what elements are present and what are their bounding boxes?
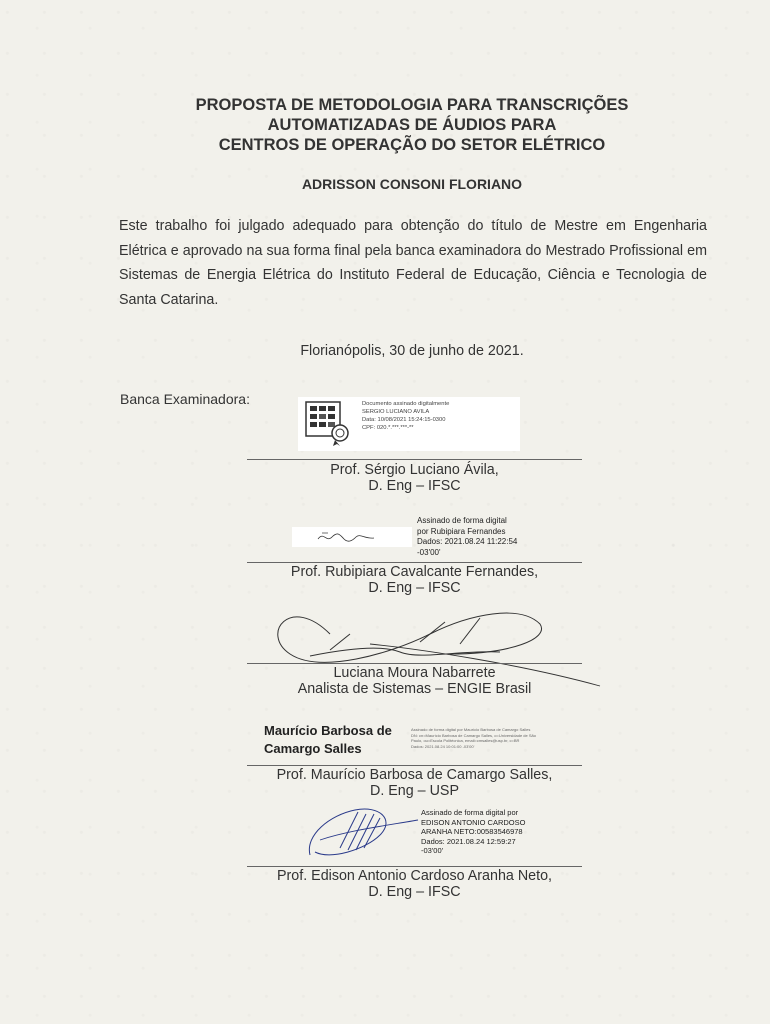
title-line-3: CENTROS DE OPERAÇÃO DO SETOR ELÉTRICO xyxy=(218,136,606,154)
signer-1-name: Prof. Sérgio Luciano Ávila, xyxy=(330,462,499,478)
signature-line-4 xyxy=(247,765,582,766)
signer-2-name: Prof. Rubipiara Cavalcante Fernandes, xyxy=(290,564,539,580)
handwritten-signature-aranha-neto xyxy=(300,800,420,864)
stamp-line: ARANHA NETO:00583546978 xyxy=(421,827,523,836)
author-name: ADRISSON CONSONI FLORIANO xyxy=(301,176,523,192)
stamp-line: EDISON ANTONIO CARDOSO xyxy=(421,817,526,827)
signer-2-title: D. Eng – IFSC xyxy=(368,580,461,596)
stamp-line: Assinado de forma digital xyxy=(417,516,507,525)
signature-line-3 xyxy=(247,663,582,664)
stamp-line: por Rubipiara Fernandes xyxy=(417,526,506,536)
gov-br-qr-seal-icon xyxy=(304,400,350,446)
stamp-line: Assinado de forma digital por xyxy=(421,808,519,817)
stamp-line: Documento assinado digitalmente xyxy=(362,401,450,407)
signer-2 xyxy=(247,564,582,596)
stamp-line: Paulo, ou=Escola Politécnica, email=cmsalles@usp.br, c=BR xyxy=(411,738,520,743)
approval-paragraph: Este trabalho foi julgado adequado para obtenção do título de Mestre em Engenharia Elétrica e aprovado na sua forma final pela banca examinadora do Mestrado Profissional em Sistemas de Energia Elétrica do Instituto Federal de Educação, Ciência e Tecnologia de Santa Catarina. xyxy=(119,218,707,308)
signer-4-name: Prof. Maurício Barbosa de Camargo Salles, xyxy=(276,767,553,783)
stamp-line: -03'00' xyxy=(417,547,441,557)
committee-label: Banca Examinadora: xyxy=(120,391,250,407)
stamp-text-salles xyxy=(411,727,561,749)
signer-5 xyxy=(247,868,582,900)
thesis-title xyxy=(120,95,704,155)
signer-4 xyxy=(247,767,582,799)
title-line-1: PROPOSTA DE METODOLOGIA PARA TRANSCRIÇÕES xyxy=(195,96,629,114)
stamp-text-avila xyxy=(362,400,449,432)
signer-3-name: Luciana Moura Nabarrete xyxy=(333,665,496,681)
place-date: Florianópolis, 30 de junho de 2021. xyxy=(300,343,524,359)
stamp-line: Data: 10/08/2021 15:24:15-0300 xyxy=(362,417,446,423)
signer-3-title: Analista de Sistemas – ENGIE Brasil xyxy=(297,681,532,697)
stamp-signer-line: Maurício Barbosa de xyxy=(264,723,392,738)
stamp-line: CPF: 020.*.***.***-** xyxy=(362,425,414,431)
title-line-2: AUTOMATIZADAS DE ÁUDIOS PARA xyxy=(267,116,557,134)
stamp-line: -03'00' xyxy=(421,846,444,855)
stamp-line: Assinado de forma digital por Maurício Barbosa de Camargo Salles xyxy=(411,727,531,732)
signer-5-name: Prof. Edison Antonio Cardoso Aranha Neto, xyxy=(277,868,552,884)
signer-1 xyxy=(247,462,582,494)
stamp-line: Dados: 2021.08.24 10:01:00 -03'00' xyxy=(411,743,475,749)
stamp-line: SERGIO LUCIANO AVILA xyxy=(362,409,430,415)
signature-line-1 xyxy=(247,459,582,460)
signature-image-fernandes xyxy=(292,527,412,547)
stamp-text-aranha-neto xyxy=(421,808,561,856)
stamp-line: DN: cn=Maurício Barbosa de Camargo Salles, o=Universidade de São xyxy=(411,732,536,738)
stamp-line: Dados: 2021.08.24 12:59:27 xyxy=(421,836,516,846)
signer-3 xyxy=(247,665,582,697)
digital-signature-stamp-avila xyxy=(298,397,520,451)
stamp-text-fernandes xyxy=(417,516,557,558)
signer-4-title: D. Eng – USP xyxy=(370,783,459,799)
stamp-signer-line: Camargo Salles xyxy=(264,741,362,756)
signature-line-5 xyxy=(247,866,582,867)
signer-1-title: D. Eng – IFSC xyxy=(368,478,461,494)
stamp-line: Dados: 2021.08.24 11:22:54 xyxy=(417,537,518,546)
signer-5-title: D. Eng – IFSC xyxy=(368,884,461,900)
handwritten-signature-fernandes xyxy=(316,529,376,545)
signature-line-2 xyxy=(247,562,582,563)
signer-4-stamp-name xyxy=(264,722,392,758)
